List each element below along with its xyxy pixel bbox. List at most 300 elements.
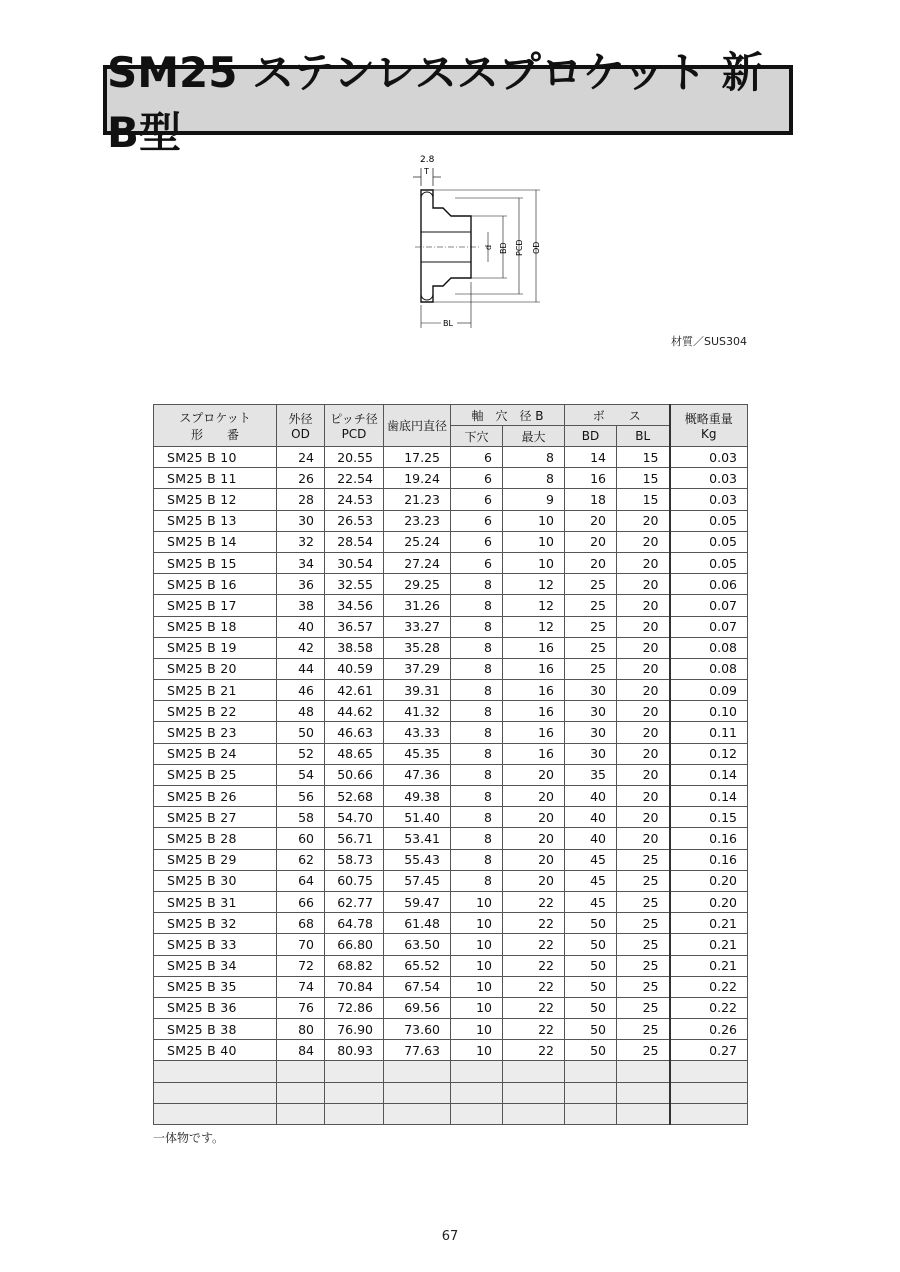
bd-label: BD (499, 242, 508, 254)
cell-od: 32 (277, 531, 325, 552)
cell-weight: 0.16 (670, 849, 748, 870)
cell-bore-max: 12 (503, 595, 565, 616)
page-title: SM25 ステンレススプロケット 新B型 (107, 48, 764, 157)
cell-empty (565, 1061, 617, 1082)
cell-pcd: 52.68 (325, 786, 384, 807)
cell-boss-bd: 16 (565, 468, 617, 489)
cell-weight: 0.07 (670, 595, 748, 616)
cell-root: 41.32 (384, 701, 451, 722)
cell-boss-bl: 20 (617, 531, 670, 552)
cell-weight: 0.15 (670, 807, 748, 828)
cell-boss-bd: 18 (565, 489, 617, 510)
page-number: 67 (441, 1229, 459, 1244)
cell-empty (670, 1103, 748, 1124)
cell-bore-max: 16 (503, 680, 565, 701)
cell-bore-max: 12 (503, 574, 565, 595)
bl-label: BL (443, 319, 453, 328)
cell-weight: 0.09 (670, 680, 748, 701)
cell-bore-min: 8 (451, 786, 503, 807)
cell-root: 27.24 (384, 552, 451, 573)
cell-root: 59.47 (384, 891, 451, 912)
cell-bore-max: 20 (503, 828, 565, 849)
cell-od: 28 (277, 489, 325, 510)
cell-bore-min: 6 (451, 468, 503, 489)
cell-boss-bl: 25 (617, 976, 670, 997)
title-banner (103, 48, 793, 157)
cell-model: SM25 B 27 (154, 807, 277, 828)
cell-model: SM25 B 25 (154, 764, 277, 785)
cell-empty (384, 1061, 451, 1082)
cell-boss-bd: 25 (565, 574, 617, 595)
cell-bore-max: 16 (503, 637, 565, 658)
cell-bore-min: 8 (451, 574, 503, 595)
cell-boss-bd: 30 (565, 680, 617, 701)
table-row (154, 870, 748, 891)
cell-model: SM25 B 24 (154, 743, 277, 764)
cell-model: SM25 B 23 (154, 722, 277, 743)
table-row (154, 849, 748, 870)
cell-model: SM25 B 20 (154, 658, 277, 679)
cell-weight: 0.05 (670, 552, 748, 573)
cell-od: 48 (277, 701, 325, 722)
cell-od: 54 (277, 764, 325, 785)
cell-weight: 0.21 (670, 934, 748, 955)
cell-bore-max: 8 (503, 468, 565, 489)
footnote: 一体物です。 (153, 1131, 225, 1145)
cell-model: SM25 B 28 (154, 828, 277, 849)
cell-boss-bl: 20 (617, 552, 670, 573)
cell-pcd: 56.71 (325, 828, 384, 849)
table-row (154, 1019, 748, 1040)
cell-pcd: 46.63 (325, 722, 384, 743)
cell-empty (325, 1061, 384, 1082)
table-row (154, 658, 748, 679)
cell-boss-bl: 20 (617, 743, 670, 764)
cell-bore-min: 8 (451, 849, 503, 870)
cell-od: 42 (277, 637, 325, 658)
cell-model: SM25 B 38 (154, 1019, 277, 1040)
cell-od: 38 (277, 595, 325, 616)
cell-od: 56 (277, 786, 325, 807)
table-row-empty (154, 1103, 748, 1124)
cell-bore-min: 8 (451, 807, 503, 828)
table-row (154, 828, 748, 849)
table-row (154, 447, 748, 468)
cell-root: 57.45 (384, 870, 451, 891)
cell-pcd: 62.77 (325, 891, 384, 912)
cell-boss-bl: 20 (617, 680, 670, 701)
header-bore-min: 下穴 (451, 426, 503, 447)
table-row (154, 997, 748, 1018)
cell-model: SM25 B 29 (154, 849, 277, 870)
cell-root: 63.50 (384, 934, 451, 955)
cell-root: 65.52 (384, 955, 451, 976)
table-row (154, 552, 748, 573)
cell-bore-min: 10 (451, 997, 503, 1018)
t-value-label: 2.8 (420, 155, 435, 165)
cell-root: 35.28 (384, 637, 451, 658)
cell-pcd: 64.78 (325, 913, 384, 934)
cell-od: 72 (277, 955, 325, 976)
cell-boss-bl: 15 (617, 447, 670, 468)
cell-root: 43.33 (384, 722, 451, 743)
cell-boss-bl: 20 (617, 786, 670, 807)
cell-od: 76 (277, 997, 325, 1018)
cell-boss-bd: 20 (565, 552, 617, 573)
table-row (154, 510, 748, 531)
cell-pcd: 58.73 (325, 849, 384, 870)
cell-empty (451, 1061, 503, 1082)
cell-boss-bd: 20 (565, 510, 617, 531)
cell-od: 84 (277, 1040, 325, 1061)
cell-bore-max: 20 (503, 764, 565, 785)
cell-pcd: 68.82 (325, 955, 384, 976)
cell-pcd: 60.75 (325, 870, 384, 891)
cell-root: 31.26 (384, 595, 451, 616)
cell-boss-bd: 25 (565, 637, 617, 658)
cell-weight: 0.10 (670, 701, 748, 722)
cell-model: SM25 B 19 (154, 637, 277, 658)
sprocket-drawing (395, 150, 565, 335)
cell-bore-max: 20 (503, 849, 565, 870)
cell-boss-bl: 20 (617, 828, 670, 849)
cell-bore-min: 10 (451, 1019, 503, 1040)
cell-model: SM25 B 18 (154, 616, 277, 637)
cell-empty (617, 1061, 670, 1082)
cell-pcd: 72.86 (325, 997, 384, 1018)
cell-root: 33.27 (384, 616, 451, 637)
cell-bore-min: 8 (451, 637, 503, 658)
cell-bore-max: 22 (503, 1040, 565, 1061)
cell-weight: 0.27 (670, 1040, 748, 1061)
cell-weight: 0.14 (670, 764, 748, 785)
cell-empty (617, 1103, 670, 1124)
cell-bore-max: 16 (503, 743, 565, 764)
cell-od: 34 (277, 552, 325, 573)
cell-empty (277, 1082, 325, 1103)
header-bore-max: 最大 (503, 426, 565, 447)
cell-weight: 0.21 (670, 913, 748, 934)
cell-empty (451, 1082, 503, 1103)
cell-pcd: 54.70 (325, 807, 384, 828)
cell-root: 23.23 (384, 510, 451, 531)
cell-boss-bd: 25 (565, 595, 617, 616)
cell-weight: 0.03 (670, 489, 748, 510)
table-row (154, 595, 748, 616)
cell-bore-min: 6 (451, 489, 503, 510)
cell-weight: 0.26 (670, 1019, 748, 1040)
cell-boss-bd: 30 (565, 722, 617, 743)
cell-boss-bl: 20 (617, 658, 670, 679)
cell-boss-bl: 25 (617, 955, 670, 976)
table-row-empty (154, 1061, 748, 1082)
cell-root: 29.25 (384, 574, 451, 595)
cell-bore-max: 9 (503, 489, 565, 510)
cell-boss-bd: 45 (565, 849, 617, 870)
cell-model: SM25 B 33 (154, 934, 277, 955)
cell-model: SM25 B 22 (154, 701, 277, 722)
cell-root: 37.29 (384, 658, 451, 679)
cell-weight: 0.08 (670, 637, 748, 658)
table-row (154, 531, 748, 552)
cell-boss-bl: 25 (617, 870, 670, 891)
cell-pcd: 34.56 (325, 595, 384, 616)
cell-weight: 0.07 (670, 616, 748, 637)
cell-bore-max: 16 (503, 722, 565, 743)
cell-model: SM25 B 30 (154, 870, 277, 891)
cell-root: 61.48 (384, 913, 451, 934)
table-row (154, 722, 748, 743)
cell-model: SM25 B 36 (154, 997, 277, 1018)
cell-weight: 0.05 (670, 510, 748, 531)
cell-boss-bd: 40 (565, 828, 617, 849)
cell-model: SM25 B 31 (154, 891, 277, 912)
cell-model: SM25 B 16 (154, 574, 277, 595)
cell-boss-bl: 25 (617, 913, 670, 934)
cell-od: 26 (277, 468, 325, 489)
table-row (154, 637, 748, 658)
cell-weight: 0.16 (670, 828, 748, 849)
cell-bore-max: 16 (503, 658, 565, 679)
cell-od: 36 (277, 574, 325, 595)
cell-boss-bd: 25 (565, 616, 617, 637)
cell-pcd: 50.66 (325, 764, 384, 785)
table-row (154, 489, 748, 510)
cell-boss-bl: 25 (617, 1040, 670, 1061)
cell-empty (384, 1103, 451, 1124)
cell-od: 60 (277, 828, 325, 849)
cell-pcd: 40.59 (325, 658, 384, 679)
cell-model: SM25 B 14 (154, 531, 277, 552)
table-row (154, 764, 748, 785)
cell-root: 51.40 (384, 807, 451, 828)
cell-od: 50 (277, 722, 325, 743)
cell-boss-bl: 25 (617, 934, 670, 955)
cell-model: SM25 B 40 (154, 1040, 277, 1061)
header-sprocket: スプロケット 形 番 (154, 405, 277, 447)
cell-weight: 0.03 (670, 447, 748, 468)
cell-bore-min: 10 (451, 1040, 503, 1061)
cell-empty (325, 1103, 384, 1124)
cell-root: 49.38 (384, 786, 451, 807)
cell-bore-min: 8 (451, 722, 503, 743)
cell-root: 73.60 (384, 1019, 451, 1040)
table-row (154, 574, 748, 595)
cell-empty (451, 1103, 503, 1124)
table-row (154, 807, 748, 828)
cell-root: 77.63 (384, 1040, 451, 1061)
cell-weight: 0.21 (670, 955, 748, 976)
cell-root: 17.25 (384, 447, 451, 468)
cell-boss-bl: 15 (617, 489, 670, 510)
table-row-empty (154, 1082, 748, 1103)
cell-boss-bl: 25 (617, 891, 670, 912)
cell-root: 25.24 (384, 531, 451, 552)
cell-pcd: 24.53 (325, 489, 384, 510)
cell-boss-bd: 50 (565, 934, 617, 955)
cell-empty (565, 1103, 617, 1124)
cell-boss-bd: 25 (565, 658, 617, 679)
cell-bore-max: 22 (503, 976, 565, 997)
od-label: OD (532, 241, 541, 254)
cell-model: SM25 B 21 (154, 680, 277, 701)
cell-bore-min: 8 (451, 680, 503, 701)
cell-empty (154, 1103, 277, 1124)
cell-bore-max: 22 (503, 955, 565, 976)
cell-bore-max: 10 (503, 531, 565, 552)
cell-model: SM25 B 10 (154, 447, 277, 468)
cell-root: 67.54 (384, 976, 451, 997)
cell-bore-max: 20 (503, 807, 565, 828)
table-row (154, 786, 748, 807)
cell-empty (277, 1061, 325, 1082)
cell-pcd: 30.54 (325, 552, 384, 573)
cell-od: 52 (277, 743, 325, 764)
cell-weight: 0.22 (670, 976, 748, 997)
cell-empty (277, 1103, 325, 1124)
cell-od: 64 (277, 870, 325, 891)
cell-root: 39.31 (384, 680, 451, 701)
cell-bore-min: 10 (451, 934, 503, 955)
table-row (154, 913, 748, 934)
cell-empty (325, 1082, 384, 1103)
cell-model: SM25 B 34 (154, 955, 277, 976)
cell-od: 70 (277, 934, 325, 955)
cell-empty (565, 1082, 617, 1103)
cell-od: 80 (277, 1019, 325, 1040)
header-bore: 軸 穴 径 B (451, 405, 565, 426)
cell-pcd: 26.53 (325, 510, 384, 531)
cell-empty (670, 1061, 748, 1082)
cell-model: SM25 B 11 (154, 468, 277, 489)
cell-root: 45.35 (384, 743, 451, 764)
cell-empty (503, 1061, 565, 1082)
cell-weight: 0.22 (670, 997, 748, 1018)
cell-bore-max: 22 (503, 891, 565, 912)
table-row (154, 680, 748, 701)
cell-bore-min: 8 (451, 595, 503, 616)
header-root-diameter: 歯底円直径 (384, 405, 451, 447)
cell-weight: 0.11 (670, 722, 748, 743)
cell-od: 46 (277, 680, 325, 701)
cell-bore-min: 10 (451, 913, 503, 934)
cell-od: 68 (277, 913, 325, 934)
cell-bore-max: 10 (503, 510, 565, 531)
cell-model: SM25 B 17 (154, 595, 277, 616)
cell-bore-min: 6 (451, 510, 503, 531)
cell-model: SM25 B 32 (154, 913, 277, 934)
cell-root: 53.41 (384, 828, 451, 849)
cell-weight: 0.06 (670, 574, 748, 595)
cell-root: 47.36 (384, 764, 451, 785)
cell-od: 30 (277, 510, 325, 531)
cell-empty (503, 1103, 565, 1124)
header-boss-bd: BD (565, 426, 617, 447)
cell-empty (384, 1082, 451, 1103)
cell-boss-bl: 20 (617, 595, 670, 616)
cell-boss-bl: 25 (617, 997, 670, 1018)
cell-boss-bd: 20 (565, 531, 617, 552)
cell-bore-max: 20 (503, 786, 565, 807)
header-boss: ボ ス (565, 405, 670, 426)
cell-boss-bl: 20 (617, 510, 670, 531)
cell-empty (670, 1082, 748, 1103)
cell-empty (154, 1061, 277, 1082)
cell-pcd: 22.54 (325, 468, 384, 489)
cell-od: 62 (277, 849, 325, 870)
cell-boss-bd: 50 (565, 1040, 617, 1061)
cell-boss-bl: 20 (617, 701, 670, 722)
header-weight: 概略重量 Kg (670, 405, 748, 447)
cell-weight: 0.05 (670, 531, 748, 552)
cell-bore-max: 22 (503, 913, 565, 934)
cell-weight: 0.12 (670, 743, 748, 764)
cell-boss-bl: 20 (617, 722, 670, 743)
cell-od: 74 (277, 976, 325, 997)
cell-boss-bd: 50 (565, 976, 617, 997)
cell-boss-bd: 40 (565, 807, 617, 828)
cell-boss-bd: 45 (565, 891, 617, 912)
cell-boss-bl: 20 (617, 637, 670, 658)
cell-boss-bd: 14 (565, 447, 617, 468)
cell-boss-bl: 20 (617, 574, 670, 595)
cell-bore-min: 6 (451, 531, 503, 552)
cell-bore-max: 22 (503, 1019, 565, 1040)
cell-od: 40 (277, 616, 325, 637)
table-row (154, 743, 748, 764)
cell-bore-min: 8 (451, 870, 503, 891)
cell-root: 55.43 (384, 849, 451, 870)
cell-boss-bd: 50 (565, 955, 617, 976)
cell-pcd: 76.90 (325, 1019, 384, 1040)
t-label: T (424, 167, 429, 176)
cell-boss-bl: 20 (617, 764, 670, 785)
cell-bore-max: 10 (503, 552, 565, 573)
cell-boss-bd: 50 (565, 913, 617, 934)
cell-boss-bd: 50 (565, 1019, 617, 1040)
cell-bore-min: 8 (451, 616, 503, 637)
cell-bore-max: 12 (503, 616, 565, 637)
cell-bore-min: 8 (451, 828, 503, 849)
cell-od: 24 (277, 447, 325, 468)
header-od: 外径 OD (277, 405, 325, 447)
cell-weight: 0.20 (670, 891, 748, 912)
cell-model: SM25 B 35 (154, 976, 277, 997)
cell-weight: 0.14 (670, 786, 748, 807)
header-pcd: ピッチ径 PCD (325, 405, 384, 447)
cell-pcd: 70.84 (325, 976, 384, 997)
cell-model: SM25 B 26 (154, 786, 277, 807)
cell-pcd: 36.57 (325, 616, 384, 637)
cell-boss-bl: 25 (617, 1019, 670, 1040)
cell-bore-max: 16 (503, 701, 565, 722)
material-note: 材質／SUS304 (670, 335, 747, 348)
cell-root: 69.56 (384, 997, 451, 1018)
cell-bore-max: 22 (503, 997, 565, 1018)
cell-bore-min: 8 (451, 701, 503, 722)
cell-boss-bd: 30 (565, 701, 617, 722)
cell-bore-max: 8 (503, 447, 565, 468)
cell-pcd: 42.61 (325, 680, 384, 701)
table-row (154, 701, 748, 722)
cell-boss-bd: 40 (565, 786, 617, 807)
cell-pcd: 48.65 (325, 743, 384, 764)
cell-boss-bd: 30 (565, 743, 617, 764)
cell-model: SM25 B 13 (154, 510, 277, 531)
cell-root: 19.24 (384, 468, 451, 489)
cell-boss-bl: 20 (617, 807, 670, 828)
table-row (154, 934, 748, 955)
